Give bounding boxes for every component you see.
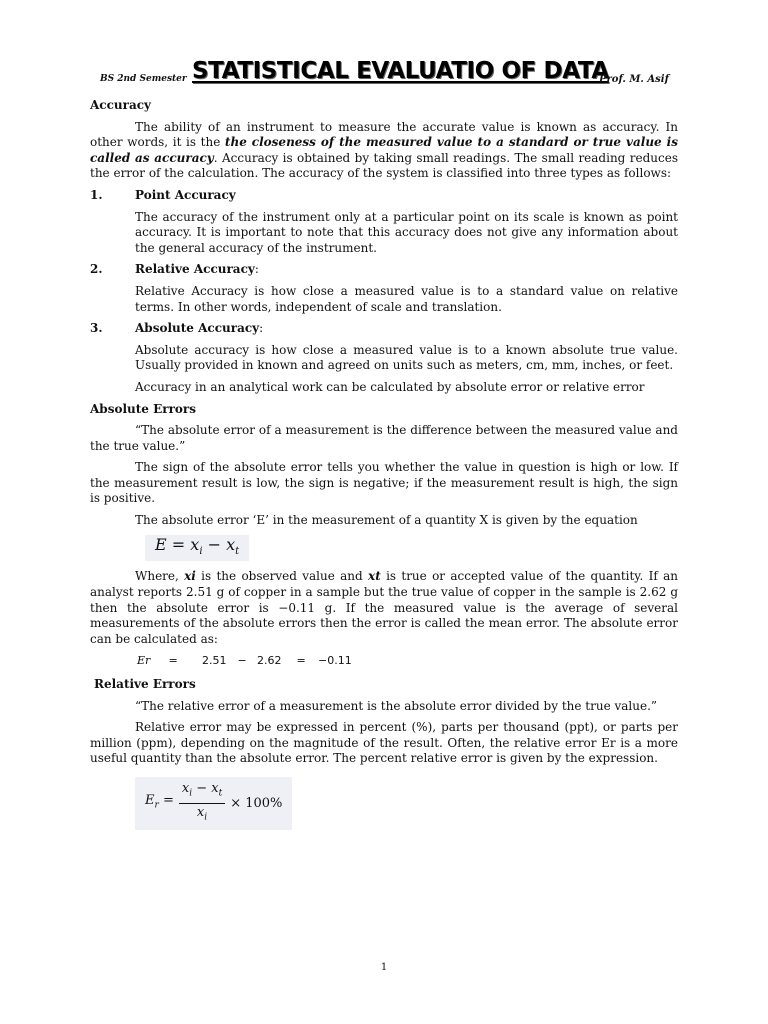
document-title: STATISTICAL EVALUATIO OF DATA [192,58,609,84]
accuracy-heading: Accuracy [90,98,152,112]
point-accuracy-text: The accuracy of the instrument only at a particular point on its scale is known as point accuracy. It is important to note that this accuracy does not give any information about the general accuracy of the instrument. [135,209,678,255]
calc-minus: − [237,654,247,668]
item-suffix: : [254,262,259,277]
formula-lhs: $E_r$ = [145,793,174,811]
relative-error-definition: “The relative error of a measurement is the absolute error divided by the true value.” [135,698,658,713]
absolute-error-example [90,569,678,647]
accuracy-text-c: . Accuracy is obtained by taking small readings. The small reading reduces the error of the calculation. The accuracy of the system is classified into three types as follows: [90,150,678,181]
page-number: 1 [380,962,388,973]
absolute-error-calculation [137,653,678,669]
formula-box [135,777,292,830]
equation-xi: $x_i$ [190,534,203,557]
item-title: Absolute Accuracy [135,321,260,336]
example-text-c: is true or accepted value of the quantity. If an analyst reports 2.51 g of copper in a sample but the true value of copper in the sample is 2.62 g then the absolute error is −0.11 g. If the measured value is the average of several measurements of the absolute errors then the error is called the mean error. The absolute error can be calculated as: [90,569,679,646]
example-text-b: is the observed value and [195,569,369,584]
calc-value-b: 2.62 [257,654,282,668]
item-suffix: : [259,321,264,336]
relative-accuracy-text: Relative Accuracy is how close a measured value is to a standard value on relative terms. In other words, independent of scale and translation. [135,283,678,314]
relative-errors-heading: Relative Errors [94,677,196,691]
calc-lhs: Er [137,654,151,668]
accuracy-type-1 [90,188,678,204]
accuracy-type-3 [90,321,678,337]
author-label: Prof. M. Asif [599,74,669,85]
symbol-xi: xi [184,569,196,584]
absolute-error-sign: The sign of the absolute error tells you whether the value in question is high or low. If the measurement result is low, the sign is negative; if the measurement result is high, the sign is positive. [90,460,678,506]
equation-minus: − [207,534,227,554]
absolute-errors-heading: Absolute Errors [90,401,196,416]
absolute-error-definition: “The absolute error of a measurement is the difference between the measured value and the true value.” [90,423,678,453]
example-text-a: Where, [135,569,185,584]
formula-rhs: × 100% [230,795,283,811]
absolute-error-equation [145,535,678,562]
accuracy-note: Accuracy in an analytical work can be calculated by absolute error or relative error [135,379,645,394]
item-number: 2. [90,262,103,277]
absolute-error-equation-intro: The absolute error ‘E’ in the measurement of a quantity X is given by the equation [135,513,638,528]
document-body [90,98,678,830]
equation-lhs: E [155,534,167,554]
item-title: Point Accuracy [135,187,236,202]
equation-equals: = [171,534,191,554]
item-title: Relative Accuracy [135,262,255,277]
formula-fraction [179,781,225,826]
item-number: 3. [90,321,103,336]
equation-box [145,535,249,562]
accuracy-type-2 [90,262,678,278]
accuracy-definition: the closeness of the measured value to a standard or true value is called as accuracy [90,135,678,165]
relative-error-formula [135,777,678,830]
formula-numerator: $x_i - x_t$ [179,781,225,804]
symbol-xt: xt [368,569,381,584]
calc-result: −0.11 [318,654,352,668]
absolute-accuracy-text: Absolute accuracy is how close a measured value is to a known absolute true value. Usually provided in known and agreed on units such as meters, cm, mm, inches, or feet. [135,342,678,373]
page-header [90,58,680,92]
accuracy-text-a: The ability of an instrument to measure the accurate value is known as accuracy. In other words, it is the [90,119,678,150]
relative-error-expression-text: Relative error may be expressed in percent (%), parts per thousand (ppt), or parts per million (ppm), depending on the magnitude of the result. Often, the relative error Er is a more useful quantity than the absolute error. The percent relative error is given by the expression. [90,720,678,766]
calc-value-a: 2.51 [202,654,227,668]
semester-label: BS 2nd Semester [100,74,187,84]
calc-equals-2: = [296,654,306,668]
formula-denominator: $x_i$ [196,805,208,823]
calc-equals-1: = [168,654,178,668]
equation-xt: $x_t$ [226,534,240,557]
accuracy-paragraph [90,120,678,182]
item-number: 1. [90,187,103,202]
